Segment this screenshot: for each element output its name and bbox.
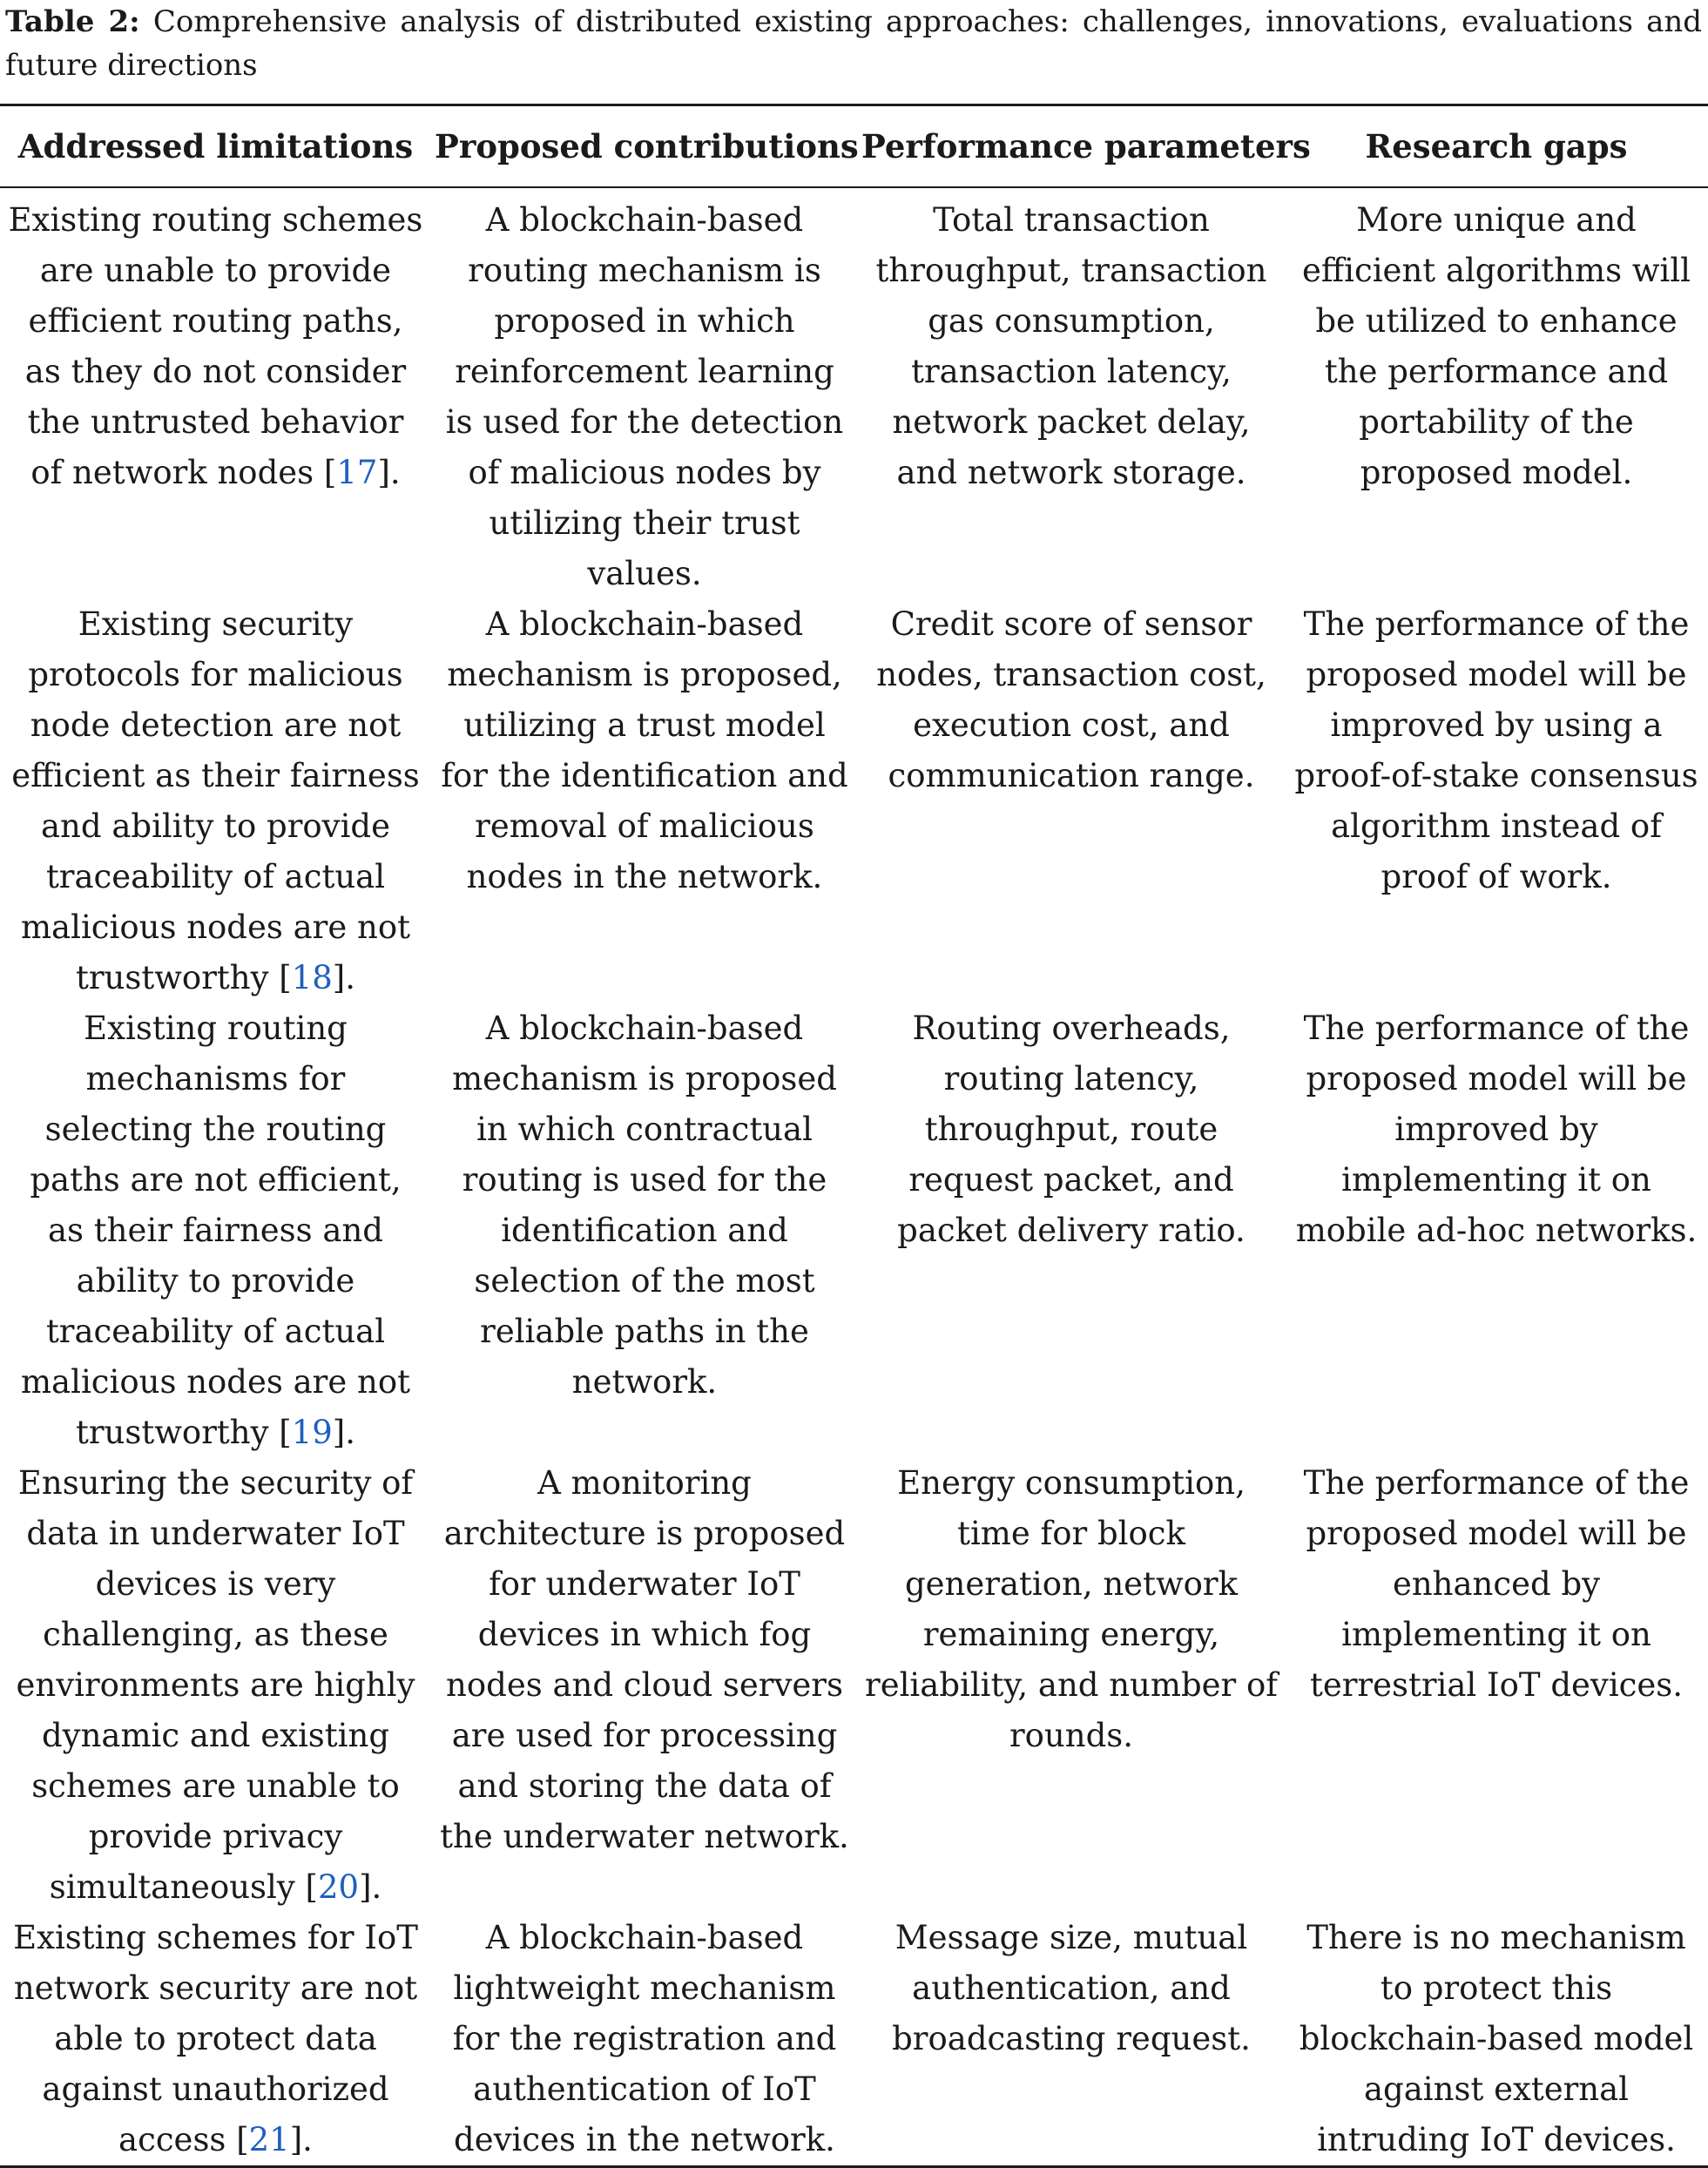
- contribution-cell: A blockchain-based routing mechanism is proposed in which reinforcement learning is used for the detection of malicious nodes by utilizing their trust values.: [445, 201, 844, 592]
- reference-link[interactable]: 19: [291, 1414, 333, 1451]
- table-header: [0, 105, 1708, 188]
- table-row: [0, 1913, 1708, 2167]
- gaps-cell: There is no mechanism to protect this blockchain-based model against external intruding IoT devices.: [1299, 1919, 1694, 2158]
- column-header-limitations: Addressed limitations: [17, 127, 414, 165]
- contribution-cell: A blockchain-based mechanism is proposed, utilizing a trust model for the identification and removal of malicious nodes in the network.: [441, 605, 848, 895]
- limitation-cell: Ensuring the security of data in underwater IoT devices is very challenging, as these environments are highly dynamic and existing schemes are unable to provide privacy simultaneously [20].: [16, 1464, 415, 1906]
- contribution-cell: A monitoring architecture is proposed for underwater IoT devices in which fog nodes and cloud servers are used for processing and storing the data of the underwater network.: [440, 1464, 849, 1855]
- reference-link[interactable]: 17: [336, 454, 378, 491]
- header-row: [0, 105, 1708, 188]
- limitation-cell: Existing schemes for IoT network security are not able to protect data against unauthorized access [21].: [13, 1919, 418, 2158]
- table-container: [0, 104, 1708, 2168]
- parameters-cell: Message size, mutual authentication, and broadcasting request.: [892, 1919, 1251, 2057]
- parameters-cell: Credit score of sensor nodes, transaction cost, execution cost, and communication range.: [876, 605, 1266, 794]
- parameters-cell: Total transaction throughput, transaction gas consumption, transaction latency, network packet delay, and network storage.: [875, 201, 1267, 491]
- limitation-text: Existing schemes for IoT network security are not able to protect data against unauthorized access: [13, 1919, 418, 2158]
- parameters-cell: Energy consumption, time for block generation, network remaining energy, reliability, and number of rounds.: [865, 1464, 1278, 1754]
- limitation-cell: Existing security protocols for malicious node detection are not efficient as their fairness and ability to provide traceability of actual malicious nodes are not trustworthy [18].: [11, 605, 420, 996]
- table-caption: [5, 0, 1702, 87]
- table-row: [0, 1003, 1708, 1458]
- limitation-text: Existing routing mechanisms for selecting the routing paths are not efficient, as their fairness and ability to provide traceability of actual malicious nodes are not trustworthy: [20, 1010, 411, 1451]
- limitation-text: Existing security protocols for malicious node detection are not efficient as their fairness and ability to provide traceability of actual malicious nodes are not trustworthy: [11, 605, 420, 996]
- analysis-table: [0, 104, 1708, 2168]
- reference-link[interactable]: 20: [317, 1868, 360, 1906]
- column-header-contributions: Proposed contributions: [435, 127, 859, 165]
- reference-link[interactable]: 21: [248, 2121, 290, 2158]
- caption-label: Table 2:: [5, 4, 140, 39]
- table-row: [0, 599, 1708, 1003]
- limitation-text: Ensuring the security of data in underwater IoT devices is very challenging, as these environments are highly dynamic and existing schemes are unable to provide privacy simultaneously: [16, 1464, 415, 1906]
- table-row: [0, 187, 1708, 599]
- limitation-cell: Existing routing schemes are unable to provide efficient routing paths, as they do not consider the untrusted behavior of network nodes [17].: [8, 201, 423, 491]
- gaps-cell: The performance of the proposed model will be enhanced by implementing it on terrestrial IoT devices.: [1303, 1464, 1690, 1704]
- table-row: [0, 1458, 1708, 1913]
- column-header-gaps: Research gaps: [1365, 127, 1628, 165]
- gaps-cell: More unique and efficient algorithms will be utilized to enhance the performance and portability of the proposed model.: [1301, 201, 1691, 491]
- table-body: [0, 187, 1708, 2167]
- caption-text: Comprehensive analysis of distributed existing approaches: challenges, innovations, evaluations and future directions: [5, 4, 1703, 83]
- gaps-cell: The performance of the proposed model will be improved by using a proof-of-stake consensus algorithm instead of proof of work.: [1294, 605, 1698, 895]
- limitation-cell: Existing routing mechanisms for selecting the routing paths are not efficient, as their fairness and ability to provide traceability of actual malicious nodes are not trustworthy [19].: [20, 1010, 411, 1451]
- gaps-cell: The performance of the proposed model will be improved by implementing it on mobile ad-hoc networks.: [1295, 1010, 1698, 1249]
- contribution-cell: A blockchain-based lightweight mechanism for the registration and authentication of IoT devices in the network.: [452, 1919, 837, 2158]
- column-header-parameters: Performance parameters: [861, 127, 1311, 165]
- contribution-cell: A blockchain-based mechanism is proposed in which contractual routing is used for the identification and selection of the most reliable paths in the network.: [452, 1010, 837, 1401]
- limitation-text: Existing routing schemes are unable to provide efficient routing paths, as they do not consider the untrusted behavior of network nodes: [8, 201, 423, 491]
- reference-link[interactable]: 18: [291, 959, 333, 996]
- parameters-cell: Routing overheads, routing latency, throughput, route request packet, and packet delivery ratio.: [897, 1010, 1246, 1249]
